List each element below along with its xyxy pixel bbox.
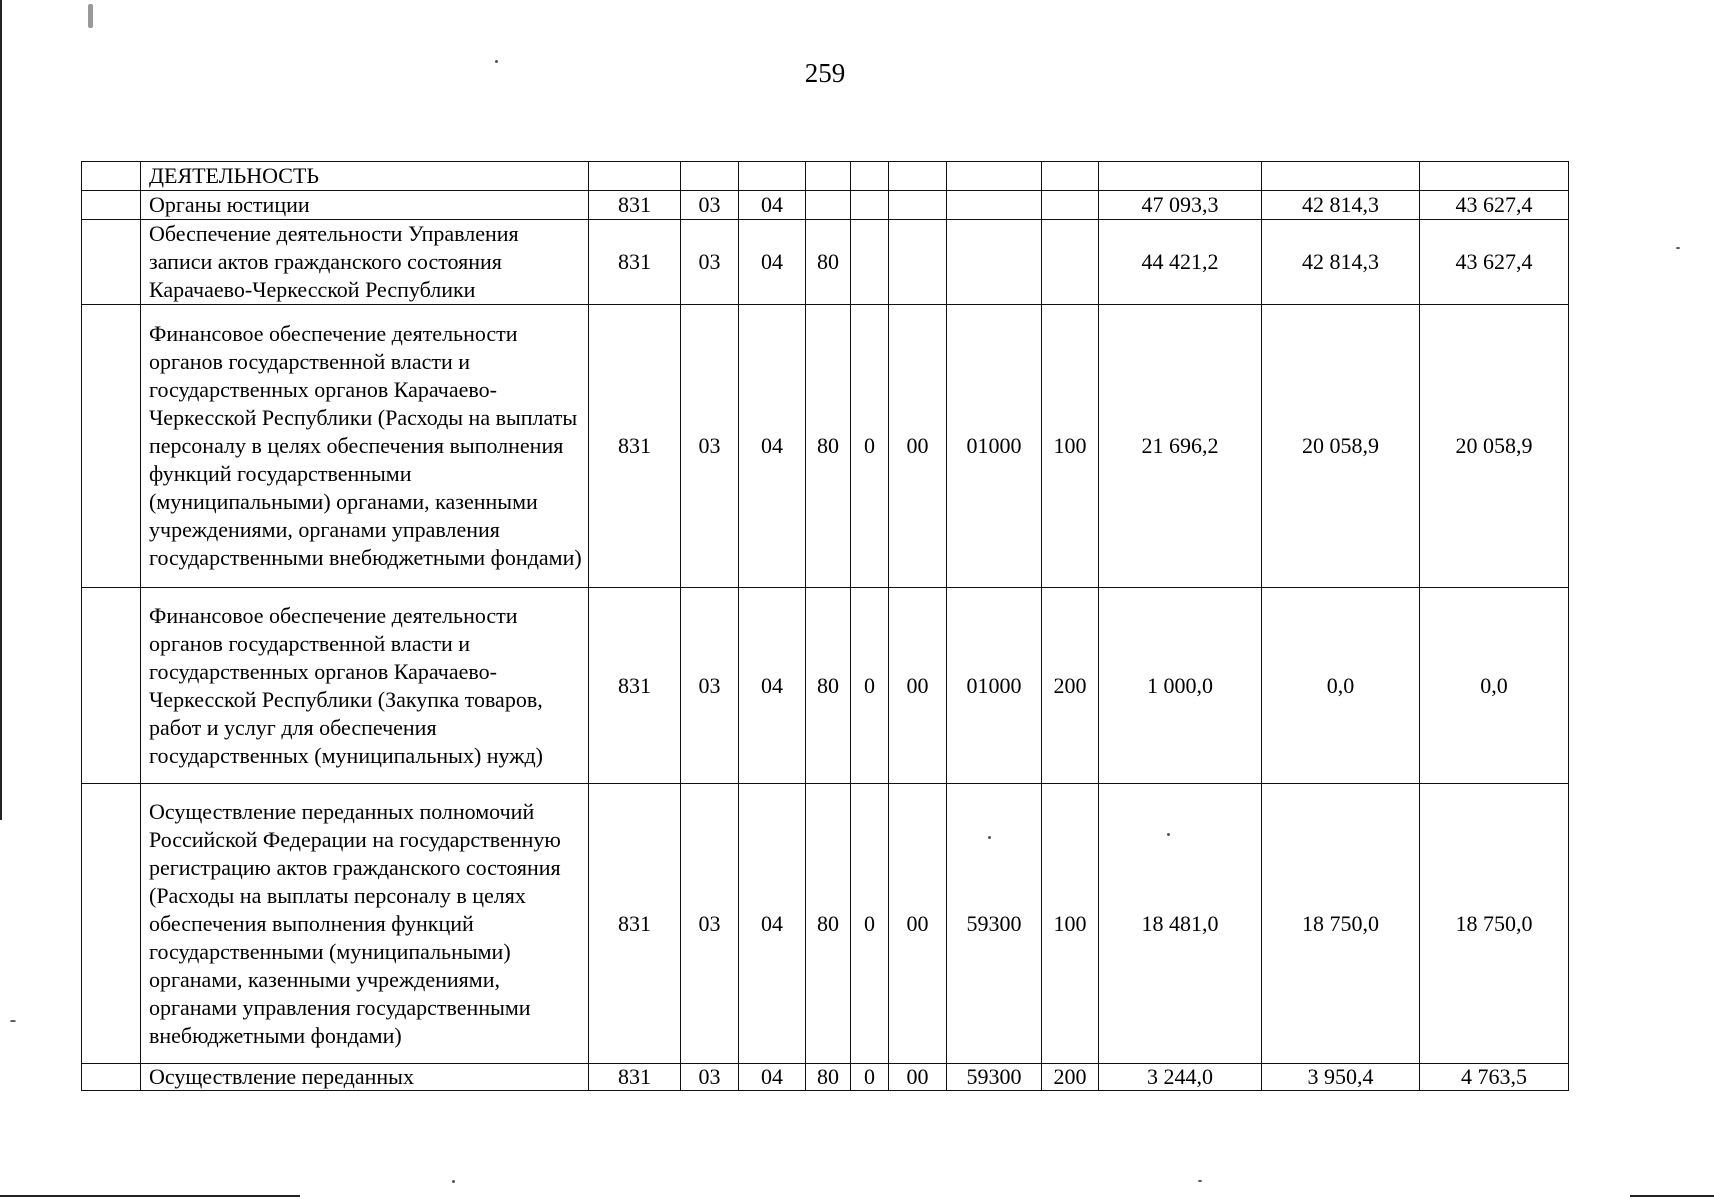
code-measure: 00 — [889, 1064, 947, 1091]
scan-edge-bottom-left — [0, 1195, 300, 1197]
scan-edge-left — [0, 0, 2, 820]
code-expense-type: 100 — [1042, 784, 1099, 1064]
row-name: Финансовое обеспечение деятельности органов государственной власти и государственных органов Карачаево-Черкесской Республики (Закупка товаров, работ и услуг для обеспечения государственных (муниципальных) нужд) — [141, 588, 589, 784]
code-program: 80 — [806, 1064, 851, 1091]
amount-3: 0,0 — [1420, 588, 1569, 784]
amount-2: 42 814,3 — [1262, 191, 1420, 220]
scan-speck — [88, 4, 93, 28]
code-expense-type — [1042, 191, 1099, 220]
amount-1: 47 093,3 — [1099, 191, 1262, 220]
code-section: 03 — [681, 305, 739, 588]
budget-table — [81, 161, 1569, 1091]
table-row — [82, 305, 1569, 588]
code-measure: 00 — [889, 588, 947, 784]
table-row — [82, 1064, 1569, 1091]
row-name: Органы юстиции — [141, 191, 589, 220]
code-measure — [889, 191, 947, 220]
code-subsection: 04 — [739, 588, 806, 784]
row-index-cell — [82, 1064, 141, 1091]
row-index-cell — [82, 162, 141, 191]
code-direction — [947, 162, 1042, 191]
amount-1: 3 244,0 — [1099, 1064, 1262, 1091]
code-subprogram: 0 — [851, 305, 889, 588]
code-ministry: 831 — [589, 588, 681, 784]
amount-1: 44 421,2 — [1099, 220, 1262, 305]
amount-3: 20 058,9 — [1420, 305, 1569, 588]
code-ministry: 831 — [589, 1064, 681, 1091]
code-subsection: 04 — [739, 305, 806, 588]
code-measure — [889, 162, 947, 191]
amount-2: 20 058,9 — [1262, 305, 1420, 588]
row-name: ДЕЯТЕЛЬНОСТЬ — [141, 162, 589, 191]
amount-1: 21 696,2 — [1099, 305, 1262, 588]
scan-speck — [1198, 1180, 1202, 1182]
row-name: Финансовое обеспечение деятельности органов государственной власти и государственных органов Карачаево-Черкесской Республики (Расходы на выплаты персоналу в целях обеспечения выполнения функций государственными (муниципальными) органами, казенными учреждениями, органами управления государственными внебюджетными фондами) — [141, 305, 589, 588]
amount-1: 18 481,0 — [1099, 784, 1262, 1064]
row-index-cell — [82, 588, 141, 784]
row-index-cell — [82, 191, 141, 220]
amount-3: 18 750,0 — [1420, 784, 1569, 1064]
code-program: 80 — [806, 220, 851, 305]
table-row — [82, 784, 1569, 1064]
scan-edge-bottom-right — [1630, 1195, 1714, 1197]
scan-speck — [452, 1180, 455, 1183]
code-measure: 00 — [889, 784, 947, 1064]
code-section: 03 — [681, 1064, 739, 1091]
amount-3: 43 627,4 — [1420, 220, 1569, 305]
code-program: 80 — [806, 588, 851, 784]
amount-2: 42 814,3 — [1262, 220, 1420, 305]
amount-3: 4 763,5 — [1420, 1064, 1569, 1091]
code-measure: 00 — [889, 305, 947, 588]
table-row — [82, 220, 1569, 305]
code-subprogram — [851, 162, 889, 191]
amount-3 — [1420, 162, 1569, 191]
row-index-cell — [82, 220, 141, 305]
code-ministry: 831 — [589, 784, 681, 1064]
row-name: Осуществление переданных — [141, 1064, 589, 1091]
code-program — [806, 162, 851, 191]
code-subsection: 04 — [739, 191, 806, 220]
code-subprogram — [851, 191, 889, 220]
code-ministry — [589, 162, 681, 191]
code-program: 80 — [806, 784, 851, 1064]
page-number: 259 — [804, 58, 846, 88]
code-section: 03 — [681, 220, 739, 305]
code-expense-type — [1042, 220, 1099, 305]
scan-speck — [495, 60, 498, 63]
code-subsection: 04 — [739, 1064, 806, 1091]
code-subprogram: 0 — [851, 1064, 889, 1091]
code-section — [681, 162, 739, 191]
code-direction: 01000 — [947, 588, 1042, 784]
code-program: 80 — [806, 305, 851, 588]
scan-speck — [10, 1020, 16, 1022]
code-subsection: 04 — [739, 220, 806, 305]
scan-speck — [1676, 247, 1680, 249]
table-row — [82, 162, 1569, 191]
row-name: Обеспечение деятельности Управления записи актов гражданского состояния Карачаево-Черкесской Республики — [141, 220, 589, 305]
code-section: 03 — [681, 191, 739, 220]
code-section: 03 — [681, 588, 739, 784]
code-subprogram — [851, 220, 889, 305]
code-measure — [889, 220, 947, 305]
code-direction: 59300 — [947, 1064, 1042, 1091]
code-direction: 01000 — [947, 305, 1042, 588]
code-direction — [947, 220, 1042, 305]
amount-3: 43 627,4 — [1420, 191, 1569, 220]
code-direction: 59300 — [947, 784, 1042, 1064]
row-name: Осуществление переданных полномочий Российской Федерации на государственную регистрацию актов гражданского состояния (Расходы на выплаты персоналу в целях обеспечения выполнения функций государственными (муниципальными) органами, казенными учреждениями, органами управления государственными внебюджетными фондами) — [141, 784, 589, 1064]
amount-2: 18 750,0 — [1262, 784, 1420, 1064]
code-subsection: 04 — [739, 784, 806, 1064]
table-row — [82, 588, 1569, 784]
amount-1: 1 000,0 — [1099, 588, 1262, 784]
code-program — [806, 191, 851, 220]
scan-speck — [1167, 833, 1170, 836]
code-expense-type: 200 — [1042, 588, 1099, 784]
code-expense-type — [1042, 162, 1099, 191]
amount-2: 3 950,4 — [1262, 1064, 1420, 1091]
amount-2: 0,0 — [1262, 588, 1420, 784]
code-direction — [947, 191, 1042, 220]
code-ministry: 831 — [589, 220, 681, 305]
code-expense-type: 200 — [1042, 1064, 1099, 1091]
code-ministry: 831 — [589, 305, 681, 588]
code-subprogram: 0 — [851, 588, 889, 784]
scan-speck — [988, 836, 991, 839]
code-expense-type: 100 — [1042, 305, 1099, 588]
code-subsection — [739, 162, 806, 191]
amount-2 — [1262, 162, 1420, 191]
amount-1 — [1099, 162, 1262, 191]
table-row — [82, 191, 1569, 220]
code-section: 03 — [681, 784, 739, 1064]
row-index-cell — [82, 784, 141, 1064]
row-index-cell — [82, 305, 141, 588]
code-subprogram: 0 — [851, 784, 889, 1064]
code-ministry: 831 — [589, 191, 681, 220]
